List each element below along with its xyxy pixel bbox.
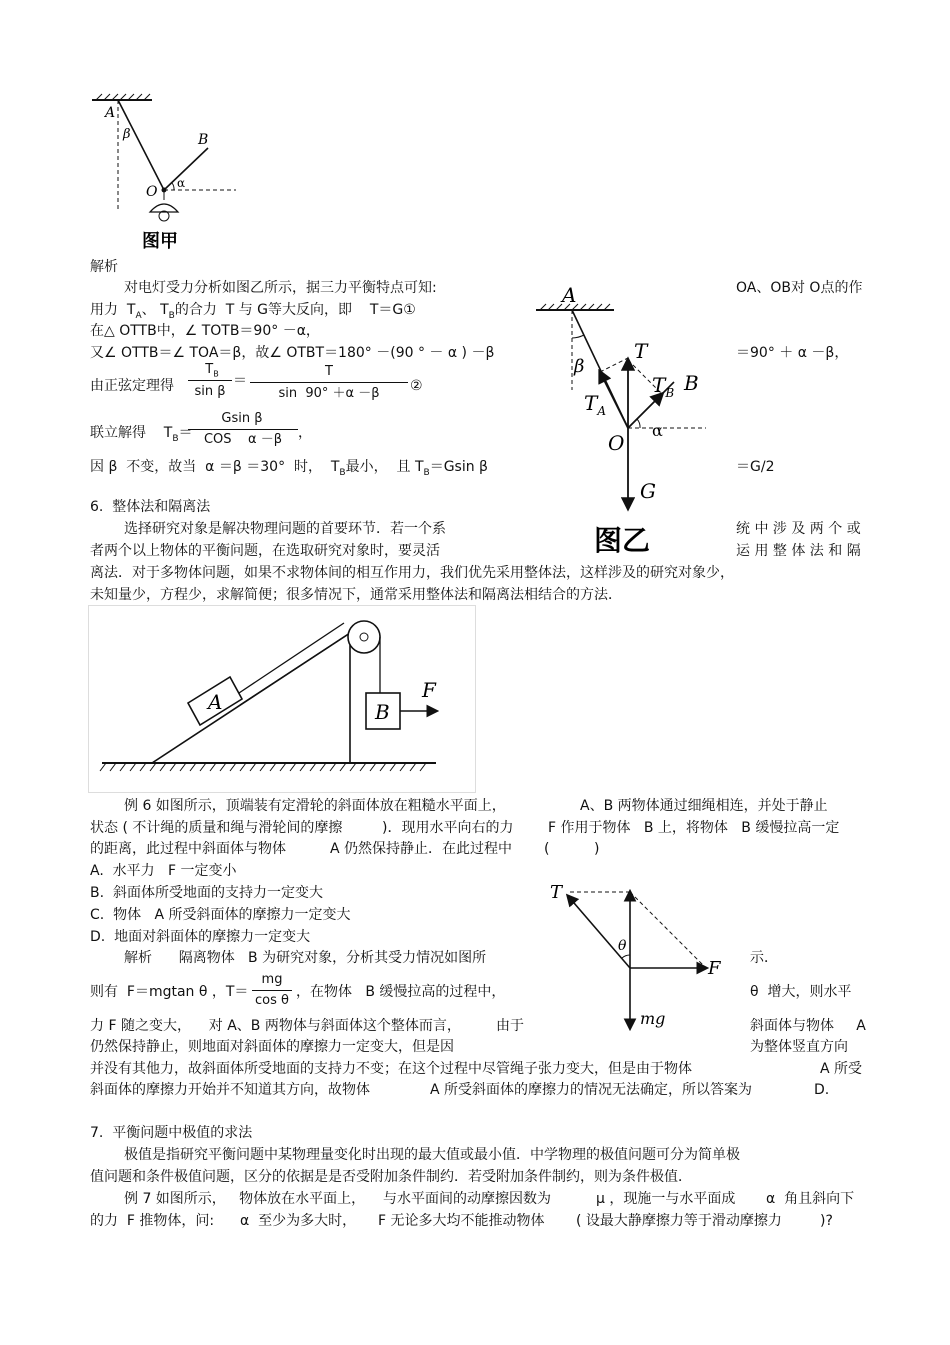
sec6-para-line1b: 统 中 涉 及 两 个 或 [736, 521, 861, 537]
fraction-bar [252, 990, 292, 991]
sub-seg: B [665, 386, 675, 400]
result-tail: ， [298, 425, 312, 441]
figure-jia [88, 92, 248, 257]
ex6-solution-line1b: 示． [750, 950, 778, 966]
sec6-para-line2a: 者两个以上物体的平衡问题，在选取研究对象时，要灵活 [90, 543, 440, 559]
analysis-line3 [90, 322, 320, 340]
sub-seg: A [597, 404, 607, 418]
ex7-line1c: α 角且斜向下 [766, 1191, 855, 1207]
sub-seg: B [168, 310, 175, 321]
fig-yi-label-b: B [684, 371, 699, 395]
text-seg: T [205, 362, 214, 377]
sub-seg: B [213, 369, 219, 379]
fraction-bar [188, 380, 232, 381]
sine-law-fraction2-num: T [325, 364, 333, 379]
text-seg: BT＝180° －(90 ° － α ) －β [305, 345, 495, 361]
sub-seg: A [135, 310, 142, 321]
ex6-line2a: 状态 ( 不计绳的质量和绳与滑轮间的摩擦 [90, 820, 343, 836]
analysis-line7 [90, 458, 488, 482]
incline-label-f: F [422, 678, 436, 702]
sine-law-tail: ② [410, 378, 423, 394]
fig-yi-caption: 图乙 [594, 524, 651, 557]
force-label-mg: mg [640, 1009, 666, 1028]
sec7-para-line1: 极值是指研究平衡问题中某物理量变化时出现的最大值或最小值．中学物理的极值问题可分为简单极 [124, 1147, 740, 1163]
ex7-line1a: 例 7 如图所示， 物体放在水平面上， 与水平面间的动摩擦因数为 [124, 1191, 551, 1207]
ex6-solution-line1a: 解析 隔离物体 B 为研究对象，分析其受力情况如图所 [124, 950, 487, 966]
ex6-option-a: A. 水平力 F 一定变小 [90, 863, 237, 879]
fraction-bar [250, 382, 408, 383]
sub-seg: B [172, 433, 179, 444]
fig-yi-label-t: T [634, 339, 648, 363]
ex6-line3b: A 仍然保持静止．在此过程中 [330, 841, 513, 857]
fig-jia-caption: 图甲 [142, 231, 178, 252]
fig-yi-label-o: O [608, 431, 625, 455]
ex6-solution-line3a: 力 F 随之变大， 对 A、B 两物体与斜面体这个整体而言， [90, 1018, 461, 1034]
text-seg: B＝90° －α， [229, 323, 320, 339]
figure-incline-pulley [88, 605, 476, 793]
ex6-line3c: ( ) [544, 841, 600, 857]
fig-yi-label-g: G [640, 479, 656, 503]
ex6-solution-line4a: 仍然保持静止，则地面对斜面体的摩擦力一定变大，但是因 [90, 1039, 454, 1055]
analysis-line1-right: OA、OB对 O点的作 [736, 280, 863, 296]
ex6-line2c: F 作用于物体 B 上，将物体 B 缓慢拉高一定 [548, 820, 840, 836]
text-seg: 用力 T [90, 302, 136, 318]
ex6-line1a: 例 6 如图所示，顶端装有定滑轮的斜面体放在粗糙水平面上， [124, 798, 506, 814]
ex6-solution-line3c: 斜面体与物体 A [750, 1018, 866, 1034]
analysis-line1-left: 对电灯受力分析如图乙所示，据三力平衡特点可知: [124, 280, 437, 296]
sec6-para-line3: 离法．对于多物体问题，如果不求物体间的相互作用力，我们优先采用整体法，这样涉及的研究对象少， [90, 565, 734, 581]
text-seg: 、 T [141, 302, 169, 318]
sec6-para-line4: 未知量少，方程少，求解简便；很多情况下，通常采用整体法和隔离法相结合的方法． [90, 587, 622, 603]
ex6-solution-line5a: 并没有其他力，故斜面体所受地面的支持力不变；在这个过程中尽管绳子张力变大，但是由于物体 [90, 1061, 692, 1077]
text-seg: ＝ [178, 425, 193, 441]
fig-yi-label-tb [652, 373, 674, 400]
text-seg: 最小， 且 T [345, 459, 424, 475]
ex6-solution-line6a: 斜面体的摩擦力开始并不知道其方向，故物体 [90, 1082, 370, 1098]
ex6-solution-line2b: ，在物体 B 缓慢拉高的过程中， [296, 984, 506, 1000]
ex7-line2b: α 至少为多大时， [240, 1213, 357, 1229]
fig-yi-label-ta [584, 391, 606, 418]
figure-force-diagram [540, 878, 740, 1038]
text-seg: 联立解得 T [90, 425, 173, 441]
force-label-t: T [550, 882, 563, 903]
text-seg: 在△ OTT [90, 323, 148, 339]
text-seg: T [584, 391, 598, 415]
incline-label-a: A [208, 690, 223, 714]
tension-fraction-num: mg [261, 972, 283, 987]
analysis-line6-label [90, 424, 193, 448]
ex6-solution-line3b: 由于 [496, 1018, 524, 1034]
fig-jia-label-alpha: α [177, 176, 186, 190]
ex6-solution-line5b: A 所受 [820, 1061, 863, 1077]
ex6-line2b: )．现用水平向右的力 [382, 820, 514, 836]
sec6-para-line1a: 选择研究对象是解决物理问题的首要环节．若一个系 [124, 521, 446, 537]
ex6-line1b: A、B 两物体通过细绳相连，并处于静止 [580, 798, 828, 814]
ex6-solution-line6b: A 所受斜面体的摩擦力的情况无法确定，所以答案为 [430, 1082, 753, 1098]
tension-fraction-den: cos θ [255, 993, 289, 1008]
sub-seg: B [339, 467, 346, 478]
ex7-line2a: 的力 F 推物体，问: [90, 1213, 215, 1229]
fig-jia-label-o: O [146, 184, 158, 200]
fig-yi-label-beta: β [574, 356, 585, 377]
ex6-solution-line2a: 则有 F＝mgtan θ ，T＝ [90, 984, 249, 1000]
fig-jia-label-a: A [105, 105, 116, 121]
ex6-line3a: 的距离，此过程中斜面体与物体 [90, 841, 286, 857]
ex6-solution-line6c: D. [814, 1082, 830, 1098]
sec7-para-line2: 值问题和条件极值问题，区分的依据是是否受附加条件制约．若受附加条件制约，则为条件极值． [90, 1169, 692, 1185]
text-seg: T [652, 373, 666, 397]
ex6-solution-line2c: θ 增大，则水平 [750, 984, 852, 1000]
analysis-heading: 解析 [90, 259, 118, 275]
force-label-theta: θ [618, 938, 627, 954]
text-seg: 的合力 T 与 G等大反向，即 T＝G① [174, 302, 416, 318]
analysis-line4-right: ＝90° ＋ α －β， [736, 345, 849, 361]
sine-law-fraction1-den: sin β [194, 384, 226, 399]
fig-jia-label-beta: β [123, 127, 131, 142]
sec6-para-line2b: 运 用 整 体 法 和 隔 [736, 543, 861, 559]
fig-jia-label-b: B [198, 132, 209, 148]
fraction-bar [188, 429, 298, 430]
force-label-f: F [708, 958, 721, 979]
text-seg: 因 β 不变，故当 α ＝β ＝30° 时， T [90, 459, 340, 475]
sub-seg: B [423, 467, 430, 478]
ex6-option-b: B. 斜面体所受地面的支持力一定变大 [90, 885, 323, 901]
sine-law-fraction2-den: sin 90° ＋α －β [278, 386, 380, 401]
text-seg: ＝Gsin β [429, 459, 488, 475]
figure-yi [528, 280, 728, 560]
analysis-line5-label: 由正弦定理得 [90, 378, 174, 394]
analysis-line7-right: ＝G/2 [736, 459, 775, 475]
sine-law-eq: ＝ [233, 373, 247, 389]
incline-label-b: B [375, 700, 390, 724]
fig-yi-label-alpha: α [652, 421, 663, 440]
sec6-title: 6. 整体法和隔离法 [90, 499, 211, 515]
text-seg: B＝∠ TOA＝β，故∠ OT [148, 345, 306, 361]
sec7-title: 7. 平衡问题中极值的求法 [90, 1125, 253, 1141]
ex7-line2c: F 无论多大均不能推动物体 [378, 1213, 545, 1229]
ex6-option-d: D. 地面对斜面体的摩擦力一定变大 [90, 929, 311, 945]
result-fraction-num: Gsin β [221, 411, 263, 426]
fig-yi-label-a: A [562, 283, 577, 307]
ex6-solution-line4b: 为整体竖直方向 [750, 1039, 848, 1055]
result-fraction-den: COS α －β [203, 432, 283, 447]
ex6-option-c: C. 物体 A 所受斜面体的摩擦力一定变大 [90, 907, 351, 923]
ex7-line1b: μ ，现施一与水平面成 [596, 1191, 736, 1207]
ex7-line2e: )? [820, 1213, 833, 1229]
ex7-line2d: ( 设最大静摩擦力等于滑动摩擦力 [576, 1213, 782, 1229]
text-seg: 又∠ OTT [90, 345, 149, 361]
analysis-line4 [90, 344, 494, 362]
text-seg: B中，∠ TOT [147, 323, 230, 339]
